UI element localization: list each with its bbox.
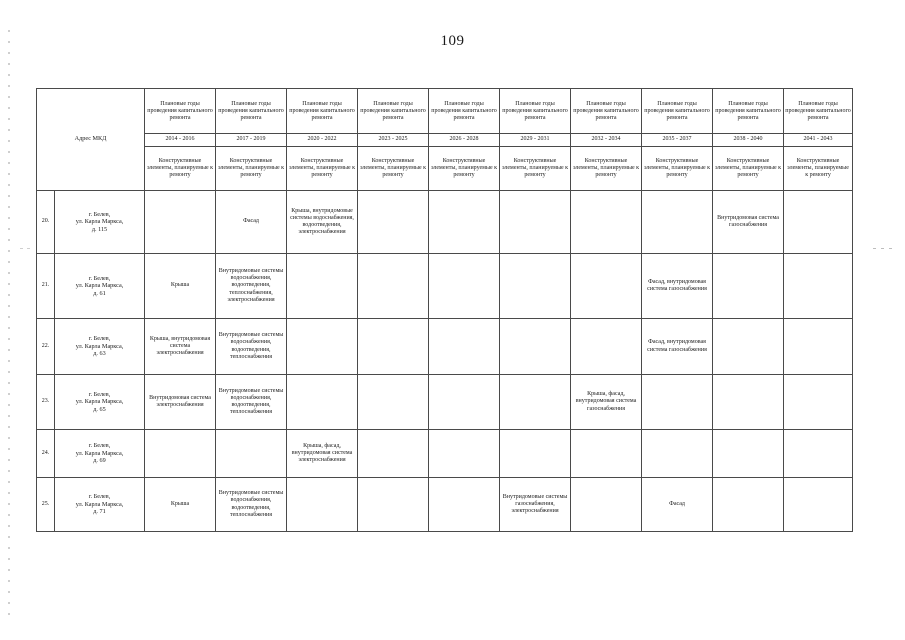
repair-elements-cell: Внутридомовые системы водоснабжения, водоотведения, теплоснабжения, электроснабжения — [216, 254, 287, 319]
address-line: д. 61 — [93, 289, 106, 297]
row-number: 23. — [37, 375, 55, 430]
repair-elements-cell: Внутридомовые системы газоснабжения, электроснабжения — [500, 478, 571, 532]
year-range: 2026 - 2028 — [429, 134, 500, 147]
year-range: 2014 - 2016 — [145, 134, 216, 147]
repair-elements-cell: Фасад — [642, 478, 713, 532]
elements-header: Конструктивные элементы, планируемые к ремонту — [429, 147, 500, 191]
table-row — [37, 430, 853, 478]
row-number: 20. — [37, 191, 55, 254]
scan-margin-dash-left — [20, 248, 34, 249]
repair-elements-cell: Крыша, фасад, внутридомовая система электроснабжения — [287, 430, 358, 478]
year-range: 2038 - 2040 — [713, 134, 784, 147]
repair-elements-cell — [500, 430, 571, 478]
repair-elements-cell — [145, 430, 216, 478]
repair-elements-cell — [429, 191, 500, 254]
elements-header: Конструктивные элементы, планируемые к ремонту — [713, 147, 784, 191]
repair-elements-cell — [287, 375, 358, 430]
plan-years-header: Плановые годы проведения капитального ремонта — [571, 89, 642, 134]
repair-elements-cell: Фасад, внутридомовая система газоснабжения — [642, 319, 713, 375]
plan-years-header: Плановые годы проведения капитального ремонта — [145, 89, 216, 134]
repair-elements-cell — [429, 319, 500, 375]
repair-elements-cell — [500, 191, 571, 254]
table-row — [37, 191, 853, 254]
repair-elements-cell — [145, 191, 216, 254]
house-address — [55, 375, 145, 430]
repair-elements-cell — [500, 375, 571, 430]
repair-elements-cell — [642, 430, 713, 478]
elements-header: Конструктивные элементы, планируемые к ремонту — [571, 147, 642, 191]
repair-elements-cell: Крыша, внутридомовая система электроснабжения — [145, 319, 216, 375]
address-line: г. Белев, — [88, 390, 111, 398]
repair-elements-cell — [784, 430, 853, 478]
repair-elements-cell — [784, 319, 853, 375]
repair-elements-cell — [500, 254, 571, 319]
house-address — [55, 191, 145, 254]
elements-header: Конструктивные элементы, планируемые к ремонту — [500, 147, 571, 191]
repair-elements-cell — [429, 478, 500, 532]
repair-elements-cell — [784, 375, 853, 430]
table-row — [37, 319, 853, 375]
address-line: ул. Карла Маркса, — [75, 398, 124, 406]
repair-elements-cell — [358, 478, 429, 532]
plan-years-header: Плановые годы проведения капитального ремонта — [500, 89, 571, 134]
elements-header: Конструктивные элементы, планируемые к ремонту — [358, 147, 429, 191]
address-header-label: Адрес МКД — [74, 135, 107, 143]
address-line: д. 69 — [93, 457, 106, 465]
repair-elements-cell — [784, 191, 853, 254]
year-range: 2041 - 2043 — [784, 134, 853, 147]
address-line: д. 115 — [91, 225, 108, 233]
table-row — [37, 478, 853, 532]
repair-elements-cell — [713, 319, 784, 375]
row-number: 25. — [37, 478, 55, 532]
repair-elements-cell: Внутридомовая система газоснабжения — [713, 191, 784, 254]
plan-years-header: Плановые годы проведения капитального ремонта — [216, 89, 287, 134]
plan-years-header: Плановые годы проведения капитального ремонта — [713, 89, 784, 134]
repair-elements-cell — [713, 375, 784, 430]
repair-elements-cell — [358, 375, 429, 430]
address-line: д. 63 — [93, 350, 106, 358]
house-address — [55, 254, 145, 319]
repair-elements-cell: Внутридомовые системы водоснабжения, водоотведения, теплоснабжения — [216, 319, 287, 375]
repair-elements-cell: Внутридомовая система электроснабжения — [145, 375, 216, 430]
year-range: 2023 - 2025 — [358, 134, 429, 147]
year-range: 2020 - 2022 — [287, 134, 358, 147]
address-header — [37, 89, 145, 191]
repair-elements-cell: Крыша — [145, 478, 216, 532]
plan-years-header: Плановые годы проведения капитального ремонта — [429, 89, 500, 134]
repair-elements-cell — [571, 319, 642, 375]
repair-elements-cell — [429, 254, 500, 319]
elements-header: Конструктивные элементы, планируемые к ремонту — [216, 147, 287, 191]
year-range: 2035 - 2037 — [642, 134, 713, 147]
plan-years-header: Плановые годы проведения капитального ремонта — [784, 89, 853, 134]
repair-elements-cell — [358, 319, 429, 375]
elements-header: Конструктивные элементы, планируемые к ремонту — [287, 147, 358, 191]
repair-elements-cell: Внутридомовые системы водоснабжения, водоотведения, теплоснабжения — [216, 478, 287, 532]
table-row — [37, 254, 853, 319]
repair-elements-cell: Крыша — [145, 254, 216, 319]
repair-elements-cell — [642, 191, 713, 254]
address-line: г. Белев, — [88, 442, 111, 450]
repair-elements-cell — [713, 430, 784, 478]
scan-margin-dash-right — [873, 248, 893, 249]
year-range: 2017 - 2019 — [216, 134, 287, 147]
elements-header: Конструктивные элементы, планируемые к ремонту — [784, 147, 853, 191]
repair-elements-cell: Фасад, внутридомовая система газоснабжения — [642, 254, 713, 319]
address-line: г. Белев, — [88, 493, 111, 501]
repair-elements-cell — [500, 319, 571, 375]
address-line: г. Белев, — [88, 210, 111, 218]
repair-elements-cell — [571, 430, 642, 478]
repair-elements-cell — [358, 430, 429, 478]
address-line: ул. Карла Маркса, — [75, 500, 124, 508]
address-line: ул. Карла Маркса, — [75, 342, 124, 350]
repair-elements-cell — [216, 430, 287, 478]
scan-margin-marks — [8, 30, 10, 620]
repair-elements-cell: Внутридомовые системы водоснабжения, водоотведения, теплоснабжения — [216, 375, 287, 430]
year-range: 2032 - 2034 — [571, 134, 642, 147]
row-number: 21. — [37, 254, 55, 319]
address-line: д. 71 — [93, 508, 106, 516]
address-line: ул. Карла Маркса, — [75, 282, 124, 290]
elements-header: Конструктивные элементы, планируемые к ремонту — [145, 147, 216, 191]
address-line: д. 65 — [93, 405, 106, 413]
row-number: 22. — [37, 319, 55, 375]
repair-elements-cell — [358, 191, 429, 254]
elements-header: Конструктивные элементы, планируемые к ремонту — [642, 147, 713, 191]
repair-elements-cell — [429, 375, 500, 430]
repair-elements-cell — [784, 478, 853, 532]
plan-years-header: Плановые годы проведения капитального ремонта — [287, 89, 358, 134]
house-address — [55, 478, 145, 532]
row-number: 24. — [37, 430, 55, 478]
plan-years-header: Плановые годы проведения капитального ремонта — [642, 89, 713, 134]
repair-elements-cell — [287, 254, 358, 319]
repair-elements-cell: Фасад — [216, 191, 287, 254]
house-address — [55, 430, 145, 478]
repair-elements-cell — [784, 254, 853, 319]
repair-elements-cell — [713, 254, 784, 319]
repair-elements-cell: Крыша, фасад, внутридомовая система газоснабжения — [571, 375, 642, 430]
repair-elements-cell — [571, 191, 642, 254]
repair-elements-cell — [287, 478, 358, 532]
address-line: г. Белев, — [88, 335, 111, 343]
year-range: 2029 - 2031 — [500, 134, 571, 147]
repair-elements-cell: Крыша, внутридомовые системы водоснабжения, водоотведения, электроснабжения — [287, 191, 358, 254]
address-line: г. Белев, — [88, 274, 111, 282]
repair-elements-cell — [287, 319, 358, 375]
address-line: ул. Карла Маркса, — [75, 218, 124, 226]
repair-elements-cell — [358, 254, 429, 319]
repair-elements-cell — [571, 478, 642, 532]
repair-elements-cell — [429, 430, 500, 478]
house-address — [55, 319, 145, 375]
repair-elements-cell — [642, 375, 713, 430]
repair-elements-cell — [571, 254, 642, 319]
repair-elements-cell — [713, 478, 784, 532]
capital-repair-plan-table — [36, 88, 853, 532]
table-row — [37, 375, 853, 430]
page-number: 109 — [440, 33, 465, 49]
plan-years-header: Плановые годы проведения капитального ремонта — [358, 89, 429, 134]
address-line: ул. Карла Маркса, — [75, 449, 124, 457]
